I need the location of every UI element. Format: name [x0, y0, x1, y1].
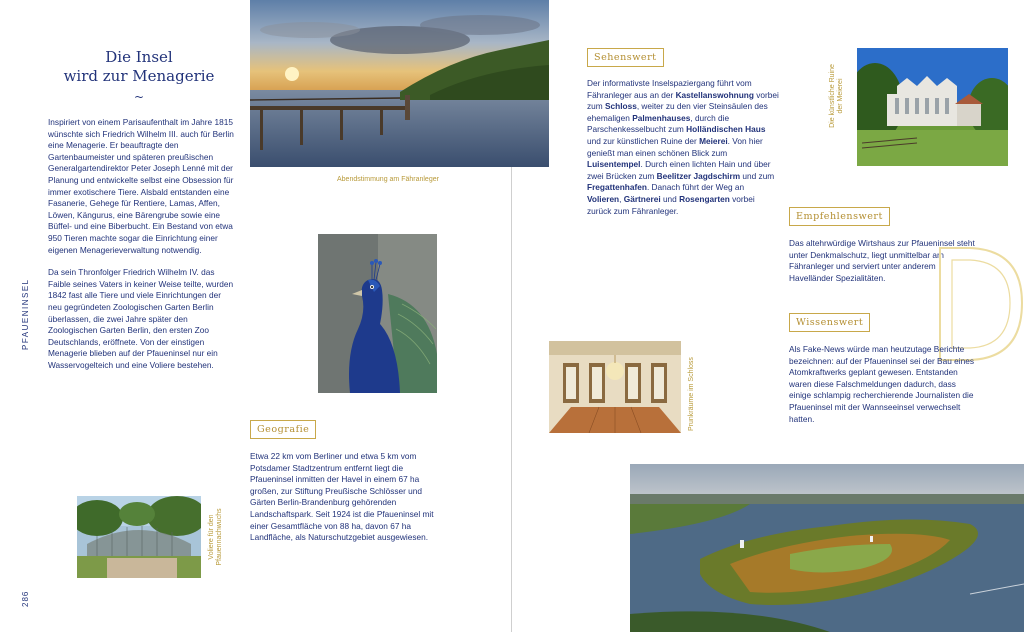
- text-run: und: [660, 193, 680, 204]
- empfehlenswert-text: Das altehrwürdige Wirtshaus zur Pfaueninsel steht unter Denkmalschutz, liegt unmittelbar am Fähranleger und serviert unter anderem Havelländer Spezialitäten.: [789, 238, 975, 283]
- text-run: Der informativste Inselspaziergang führt vom Fähranleger aus an der: [587, 78, 752, 100]
- peacock-photo: [318, 234, 437, 393]
- text-run: ,: [619, 193, 624, 204]
- meierei-photo: [857, 48, 1008, 166]
- title-line-1: Die Insel: [105, 48, 173, 66]
- voliere-caption-line-2: Pfauennachwuchs: [216, 508, 223, 566]
- section-side-label: PFAUENINSEL: [21, 278, 30, 350]
- place-rosengarten: Rosengarten: [679, 193, 730, 204]
- sunset-caption: Abendstimmung am Fähranleger: [337, 176, 439, 183]
- text-run: vorbei zum: [587, 89, 779, 112]
- schloss-interior-photo: [549, 341, 681, 433]
- voliere-photo: [77, 496, 201, 578]
- text-run: , durch die Parschenkesselbucht zum: [587, 112, 730, 135]
- schloss-caption: Prunkräume im Schloss: [688, 357, 695, 431]
- paragraph-2: Da sein Thronfolger Friedrich Wilhelm IV. das Faible seines Vaters in keiner Weise teilte, wurden 1842 fast alle Tiere und viele Einrichtungen der neu gegründeten Zoologischen Garten Berlin überlassen, die zwei Jahre später den Zoologischen Garten Berlin, den ersten Zoo Deutschlands, eröffnete. Von der einstigen Menagerie blieben auf der Pfaueninsel nur ein Wasservogelteich und eine Voliere bestehen.: [48, 267, 234, 370]
- chapter-title: [48, 48, 230, 86]
- empfehlenswert-badge: Empfehlenswert: [789, 207, 890, 226]
- text-run: und zum: [740, 170, 775, 181]
- sunset-photo: [250, 0, 549, 167]
- sehenswert-badge: Sehenswert: [587, 48, 664, 67]
- geografie-text: Etwa 22 km vom Berliner und etwa 5 km vom Potsdamer Stadtzentrum entfernt liegt die Pfaueninsel inmitten der Havel in einem 67 ha großen, zur Stiftung Preußische Schlösser und Gärten Berlin-Brandenburg gehörenden Landschaftspark. Seit 1924 ist die Pfaueninsel mit einer Gesamtfläche von 88 ha, davon 67 ha Landfläche, als Naturschutzgebiet ausgewiesen.: [250, 451, 434, 543]
- title-line-2: wird zur Menagerie: [63, 67, 215, 85]
- intro-text: [48, 117, 236, 371]
- text-run: . Durch einen lichten Hain und über zwei Brücken zum: [587, 159, 771, 181]
- voliere-caption: [208, 497, 224, 577]
- place-meierei: Meierei: [699, 135, 728, 146]
- text-run: . Von hier genießt man einen schönen Blick zum: [587, 135, 763, 158]
- text-run: . Danach führt der Weg an: [646, 182, 745, 193]
- voliere-caption-line-1: Voliere für den: [208, 514, 215, 560]
- page-number: 286: [21, 590, 30, 607]
- wissenswert-badge: Wissenswert: [789, 313, 870, 332]
- paragraph-1: Inspiriert von einem Parisaufenthalt im Jahre 1815 wünschte sich Friedrich Wilhelm III. auch für Berlin eine Menagerie. Er beauftragte den Gartenbaumeister und späteren preußischen Generalgartendirektor Peter Joseph Lenné mit der Planung und entwickelte selbst eine Obsession für immer exotischere Tiere. Alsbald entstanden eine Fasanerie, Gehege für Rentiere, Lamas, Affen, Löwen, Kängurus, eine Bärengrube sowie eine Büffel- und eine Biberbucht. Ein Bestand von etwa 950 Tieren machte sogar die Einrichtung einer eigenen Menagerieverwaltung notwendig.: [48, 117, 234, 255]
- place-beelitzer-jagdschirm: Beelitzer Jagdschirm: [656, 170, 741, 181]
- place-fregattenhafen: Fregattenhafen: [587, 182, 647, 193]
- meierei-caption: [829, 46, 845, 146]
- place-gaertnerei: Gärtnerei: [623, 193, 661, 204]
- text-run: vorbei zurück zum Fähranleger.: [587, 193, 755, 216]
- title-ornament: ~: [133, 90, 145, 104]
- place-volieren: Volieren: [587, 193, 620, 204]
- wissenswert-text: Als Fake-News würde man heutzutage Berichte bezeichnen: auf der Pfaueninsel sei der Bau eines Atomkraftwerks geplant gewesen. Entstanden waren diese Falschmeldungen dadurch, dass einige schlampig recherchierende Journalisten die Pfaueninsel mit der Wannseeinsel verwechselt hatten.: [789, 344, 974, 424]
- place-palmenhaus: Palmenhauses: [632, 112, 691, 123]
- text-run: , weiter zu den vier Steinsäulen des ehemaligen: [587, 101, 768, 123]
- geografie-badge: Geografie: [250, 420, 316, 439]
- place-schloss: Schloss: [604, 101, 637, 112]
- sehenswert-text: [587, 78, 779, 217]
- meierei-caption-line-1: Die künstliche Ruine: [829, 64, 836, 128]
- text-run: und zur künstlichen Ruine der: [587, 135, 700, 146]
- place-kastellanswohnung: Kastellanswohnung: [675, 89, 754, 100]
- place-luisentempel: Luisentempel: [587, 159, 641, 170]
- place-hollaendisches-haus: Holländischen Haus: [686, 124, 766, 135]
- aerial-island-photo: [630, 464, 1024, 632]
- meierei-caption-line-2: der Meierei: [837, 78, 844, 114]
